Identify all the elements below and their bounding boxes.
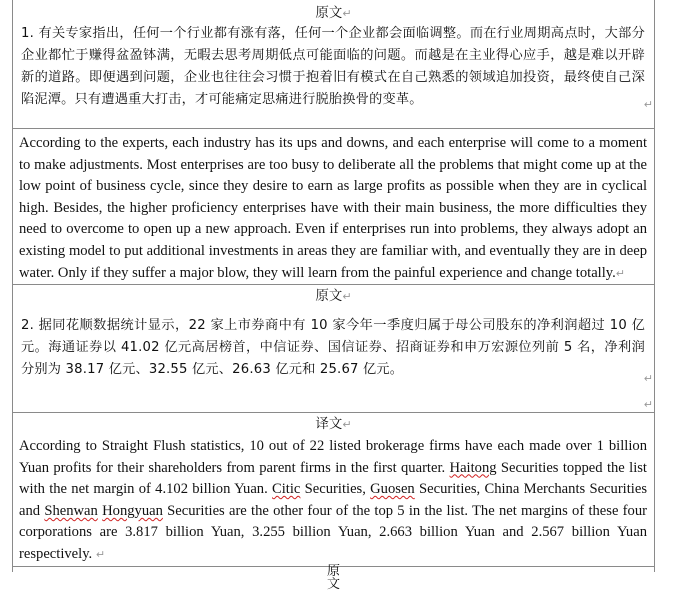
spellcheck-word: Haitong [449,459,497,476]
document-page [12,0,655,592]
spellcheck-word: Guosen [370,481,415,498]
english-paragraph: According to Straight Flush statistics, 10 out of 22 listed brokerage firms have each made over 1 billion Yuan profits for their shareholders from parent firms in the first quarter. Haitong Securities topped the list with the net margin of 4.102 billion Yuan. Citic Securities, Guosen Securities, China Merchants Securities and Shenwan Hongyuan Securities are the other four of the top 5 in the list. The net margins of these four corporations are 3.817 billion Yuan, 3.255 billion Yuan, 2.663 billion Yuan and 2.567 billion Yuan respectively. ↵ [19,438,647,562]
source-text-cell-2 [12,287,655,381]
spellcheck-word: Shenwan [44,502,98,519]
paragraph-mark-icon: ↵ [643,398,653,411]
section-heading: 译文↵ [315,416,352,432]
paragraph-mark-icon: ↵ [615,266,626,280]
chinese-paragraph: 2. 据同花顺数据统计显示，22 家上市券商中有 10 家今年一季度归属于母公司股东的净利润超过 10 亿元。海通证券以 41.02 亿元高居榜首，中信证券、国信证券、招商证券和申万宏源位列前 5 名，净利润分别为 38.17 亿元、32.55 亿元、26.63 亿元和 25.67 亿元。 [21,318,645,377]
row-divider [12,128,655,129]
spellcheck-word: Citic [272,481,301,498]
chinese-paragraph: 1. 有关专家指出，任何一个行业都有涨有落，任何一个企业都会面临调整。而在行业周期高点时，大部分企业都忙于赚得盆盈钵满，无暇去思考周期低点可能面临的问题。而越是在主业得心应手，越是难以开辟新的道路。即便遇到问题，企业也往往会习惯于抱着旧有模式在自己熟悉的领域追加投资，最终使自己深陷泥潭。只有遭遇重大打击，才可能痛定思痛进行脱胎换骨的变革。 [21,26,645,107]
section-heading: 原文↵ [315,5,352,21]
cut-off-heading: 原文 [327,564,341,592]
paragraph-mark-icon: ↵ [95,547,106,561]
section-heading: 原文↵ [315,288,352,304]
row-divider [12,412,655,413]
paragraph-mark-icon: ↵ [643,372,653,385]
translation-cell-2 [12,415,655,566]
source-text-cell-1 [12,4,655,111]
spellcheck-word: Hongyuan [102,502,163,519]
translation-cell-1 [12,133,655,284]
english-paragraph: According to the experts, each industry has its ups and downs, and each enterprise will come to a moment to make adjustments. Most enterprises are too busy to deliberate all the problems that might come up at the low point of business cycle, since they desire to earn as large profits as possible when they are in cyclical high. Besides, the higher proficiency enterprises have with their main business, the more difficulties they need to overcome to open up a new approach. Even if enterprises run into problems, they always adopt an existing model to put additional investments in areas they are familiar with, and eventually they are in deep water. Only if they suffer a major blow, they will learn from the painful experience and change totally.↵ [19,135,647,281]
paragraph-mark-icon: ↵ [643,98,653,111]
